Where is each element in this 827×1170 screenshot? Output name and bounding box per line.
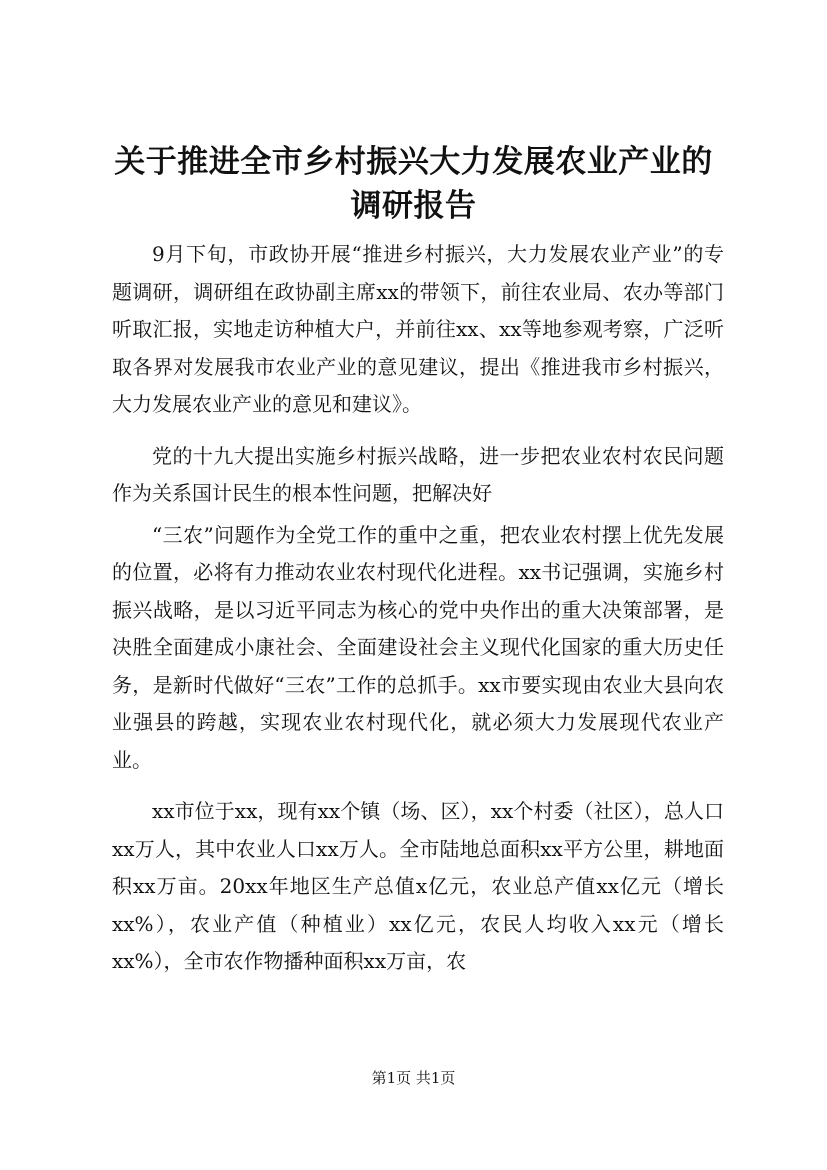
document-title: 关于推进全市乡村振兴大力发展农业产业的调研报告: [114, 144, 713, 224]
page-footer: 第1页 共1页: [371, 1069, 456, 1087]
paragraph-1: 9月下旬，市政协开展“推进乡村振兴，大力发展农业产业”的专题调研，调研组在政协副主席xx的带领下，前往农业局、农办等部门听取汇报，实地走访种植大户，并前往xx、xx等地参观考察，广泛听取各界对发展我市农业产业的意见建议，提出《推进我市乡村振兴，大力发展农业产业的意见和建议》。: [112, 242, 724, 416]
paragraph-4: xx市位于xx，现有xx个镇（场、区），xx个村委（社区），总人口xx万人，其中农业人口xx万人。全市陆地总面积xx平方公里，耕地面积xx万亩。20xx年地区生产总值x亿元，农业总产值xx亿元（增长xx%），农业产值（种植业）xx亿元，农民人均收入xx元（增长xx%），全市农作物播种面积xx万亩，农: [112, 799, 724, 973]
paragraph-3: “三农”问题作为全党工作的重中之重，把农业农村摆上优先发展的位置，必将有力推动农业农村现代化进程。xx书记强调，实施乡村振兴战略，是以习近平同志为核心的党中央作出的重大决策部署，是决胜全面建成小康社会、全面建设社会主义现代化国家的重大历史任务，是新时代做好“三农”工作的总抓手。xx市要实现由农业大县向农业强县的跨越，实现农业农村现代化，就必须大力发展现代农业产业。: [112, 522, 724, 772]
paragraph-2: 党的十九大提出实施乡村振兴战略，进一步把农业农村农民问题作为关系国计民生的根本性问题，把解决好: [112, 443, 724, 505]
document-body: [112, 236, 724, 981]
